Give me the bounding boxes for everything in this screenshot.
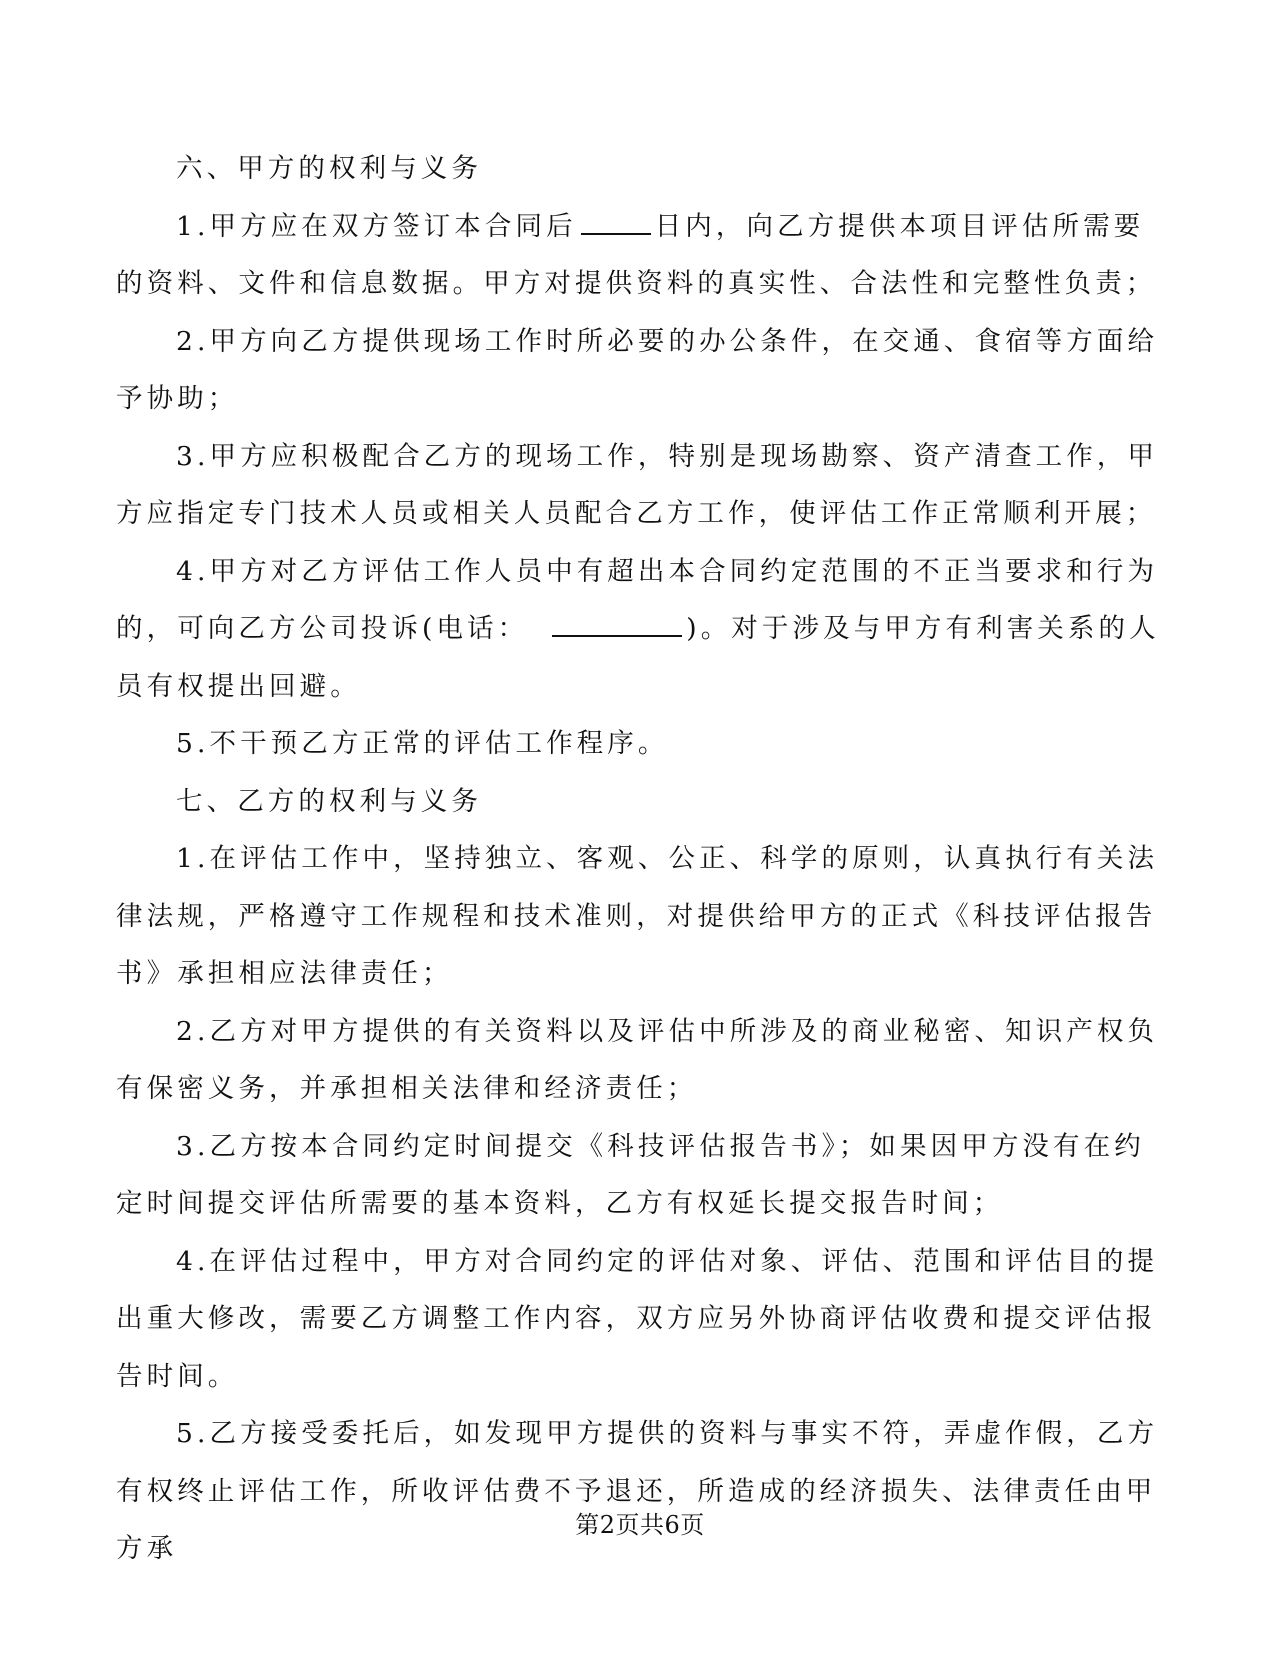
section-6-item-1 (116, 198, 1170, 313)
section-7-item-5: 5.乙方接受委托后，如发现甲方提供的资料与事实不符，弄虚作假，乙方有权终止评估工作，所收评估费不予退还，所造成的经济损失、法律责任由甲方承 (116, 1418, 1159, 1564)
section-7-item-3: 3.乙方按本合同约定时间提交《科技评估报告书》；如果因甲方没有在约定时间提交评估所需要的基本资料，乙方有权延长提交报告时间； (116, 1130, 1145, 1219)
section-6-item-4-text-b: )。对于涉及与甲方有利害关系的人员有权提出回避。 (116, 613, 1160, 702)
days-blank-line (581, 211, 651, 235)
document-body (116, 140, 1170, 1578)
section-7-item-2: 2.乙方对甲方提供的有关资料以及评估中所涉及的商业秘密、知识产权负有保密义务，并承担相关法律和经济责任； (116, 1015, 1159, 1104)
section-6-item-1-text-a: 1.甲方应在双方签订本合同后 (176, 210, 577, 242)
section-6-item-4 (116, 543, 1170, 716)
section-6-item-2: 2.甲方向乙方提供现场工作时所必要的办公条件，在交通、食宿等方面给予协助； (116, 325, 1159, 414)
section-7-heading: 七、乙方的权利与义务 (176, 785, 482, 817)
section-6-item-4-text-a: 4.甲方对乙方评估工作人员中有超出本合同约定范围的不正当要求和行为的，可向乙方公司投诉(电话： (116, 555, 1159, 644)
section-6-item-5: 5.不干预乙方正常的评估工作程序。 (176, 728, 669, 759)
section-6-heading: 六、甲方的权利与义务 (176, 153, 482, 184)
section-6-item-1-text-b: 日内，向乙方提供本项目评估所需要的资料、文件和信息数据。甲方对提供资料的真实性、合法性和完整性负责； (116, 210, 1157, 299)
section-7-item-4: 4.在评估过程中，甲方对合同约定的评估对象、评估、范围和评估目的提出重大修改，需要乙方调整工作内容，双方应另外协商评估收费和提交评估报告时间。 (116, 1245, 1159, 1392)
section-7-item-1: 1.在评估工作中，坚持独立、客观、公正、科学的原则，认真执行有关法律法规，严格遵守工作规程和技术准则，对提供给甲方的正式《科技评估报告书》承担相应法律责任； (116, 843, 1159, 989)
page-number: 第2页共6页 (575, 1511, 705, 1539)
phone-blank-line (552, 613, 682, 637)
section-6-item-3: 3.甲方应积极配合乙方的现场工作，特别是现场勘察、资产清查工作，甲方应指定专门技术人员或相关人员配合乙方工作，使评估工作正常顺利开展； (116, 440, 1159, 529)
